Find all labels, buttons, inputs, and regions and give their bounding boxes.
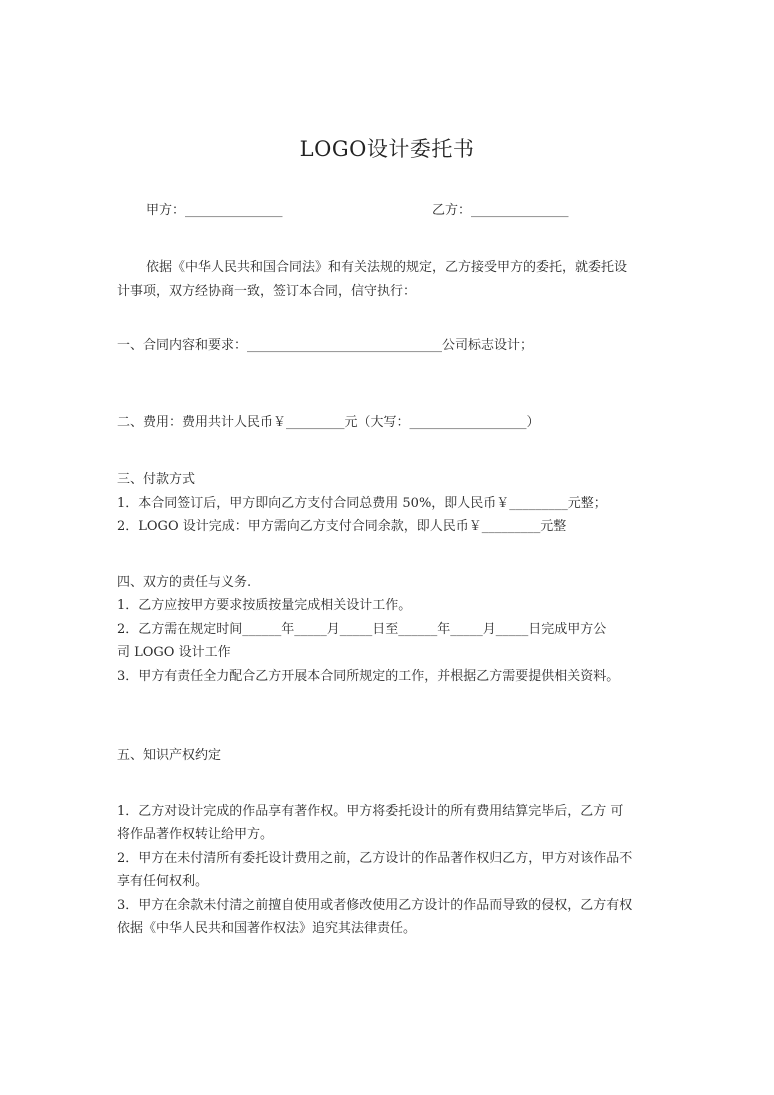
ip-item-2-line-1: 2．甲方在未付清所有委托设计费用之前，乙方设计的作品著作权归乙方，甲方对该作品不: [117, 851, 633, 866]
ip-item-2-line-2: 享有任何权利。: [117, 874, 209, 889]
intro-line-1: 依据《中华人民共和国合同法》和有关法规的规定，乙方接受甲方的委托，就委托设: [146, 260, 628, 275]
ip-heading: 五、知识产权约定: [117, 748, 222, 763]
ip-item-3-line-2: 依据《中华人民共和国著作权法》追究其法律责任。: [117, 921, 417, 936]
ip-item-3-line-1: 3．甲方在余款未付清之前擅自使用或者修改使用乙方设计的作品而导致的侵权，乙方有权: [117, 898, 633, 913]
document-title: LOGO设计委托书: [299, 137, 475, 161]
payment-item-1: 1．本合同签订后，甲方即向乙方支付合同总费用 50%，即人民币￥_________元整；: [117, 496, 607, 511]
duties-item-1: 1．乙方应按甲方要求按质按量完成相关设计工作。: [117, 598, 412, 613]
intro-line-2: 计事项，双方经协商一致，签订本合同，信守执行：: [117, 284, 417, 299]
ip-item-1-line-1: 1．乙方对设计完成的作品享有著作权。甲方将委托设计的所有费用结算完毕后，乙方 可: [117, 804, 624, 819]
duties-item-3: 3．甲方有责任全力配合乙方开展本合同所规定的工作，并根据乙方需要提供相关资料。: [117, 669, 620, 684]
duties-item-2-line-2: 司 LOGO 设计工作: [117, 645, 231, 660]
payment-heading: 三、付款方式: [117, 472, 196, 487]
ip-item-1-line-2: 将作品著作权转让给甲方。: [117, 827, 274, 842]
duties-item-2-line-1: 2．乙方需在规定时间______年_____月_____日至______年_____月_____日完成甲方公: [117, 622, 607, 637]
contract-content-line: 一、合同内容和要求：______________________________公司标志设计；: [117, 338, 534, 353]
duties-heading: 四、双方的责任与义务.: [117, 575, 252, 590]
party-b-field: 乙方：_______________: [432, 203, 569, 218]
fee-line: 二、费用：费用共计人民币￥_________元（大写：__________________）: [117, 415, 540, 430]
payment-item-2: 2．LOGO 设计完成：甲方需向乙方支付合同余款，即人民币￥_________元整: [117, 519, 567, 534]
party-a-field: 甲方：_______________: [146, 203, 283, 218]
